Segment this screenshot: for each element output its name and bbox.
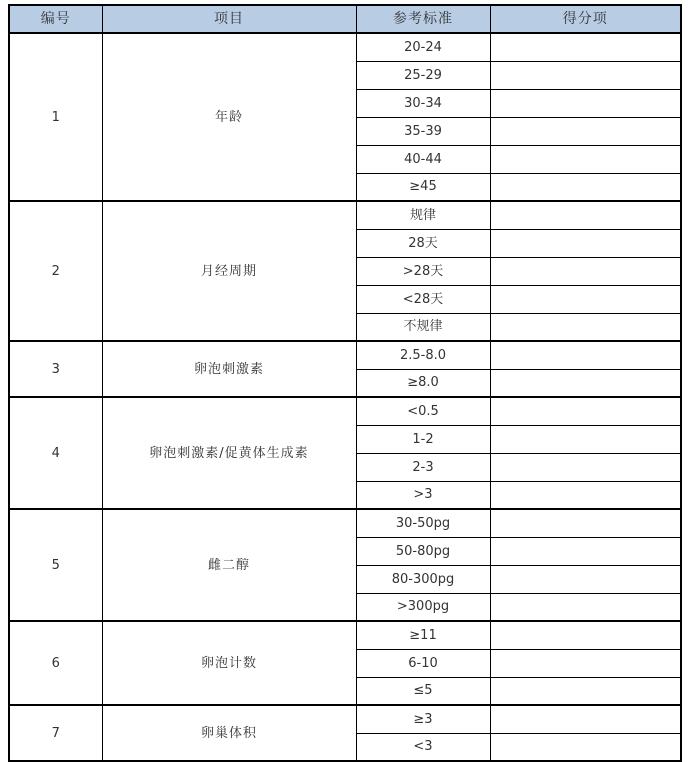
- score-cell: [490, 397, 681, 425]
- item-name-cell: 年龄: [102, 33, 356, 201]
- reference-standard-cell: >28天: [356, 257, 490, 285]
- score-cell: [490, 369, 681, 397]
- score-cell: [490, 229, 681, 257]
- score-cell: [490, 705, 681, 733]
- reference-standard-cell: 不规律: [356, 313, 490, 341]
- item-number-cell: 2: [9, 201, 102, 341]
- item-name-cell: 月经周期: [102, 201, 356, 341]
- reference-standard-cell: ≤5: [356, 677, 490, 705]
- standard-row: [9, 705, 681, 733]
- item-number-cell: 1: [9, 33, 102, 201]
- standard-row: [9, 397, 681, 425]
- score-cell: [490, 593, 681, 621]
- standard-row: [9, 201, 681, 229]
- score-cell: [490, 201, 681, 229]
- item-name-cell: 卵泡刺激素/促黄体生成素: [102, 397, 356, 509]
- reference-standard-cell: <3: [356, 733, 490, 761]
- standard-row: [9, 33, 681, 61]
- score-cell: [490, 61, 681, 89]
- reference-standard-cell: 50-80pg: [356, 537, 490, 565]
- reference-standard-cell: 35-39: [356, 117, 490, 145]
- score-cell: [490, 313, 681, 341]
- reference-standard-cell: 2.5-8.0: [356, 341, 490, 369]
- reference-standard-cell: 1-2: [356, 425, 490, 453]
- reference-standard-cell: 2-3: [356, 453, 490, 481]
- reference-standard-cell: <0.5: [356, 397, 490, 425]
- standard-row: [9, 621, 681, 649]
- reference-standard-cell: >3: [356, 481, 490, 509]
- score-cell: [490, 621, 681, 649]
- score-cell: [490, 649, 681, 677]
- score-cell: [490, 341, 681, 369]
- header-number: 编号: [9, 5, 102, 33]
- standard-row: [9, 341, 681, 369]
- item-number-cell: 5: [9, 509, 102, 621]
- reference-standard-cell: ≥45: [356, 173, 490, 201]
- standard-row: [9, 509, 681, 537]
- score-cell: [490, 453, 681, 481]
- item-name-cell: 卵泡计数: [102, 621, 356, 705]
- reference-standard-cell: 20-24: [356, 33, 490, 61]
- header-row: [9, 5, 681, 33]
- reference-standard-cell: 30-50pg: [356, 509, 490, 537]
- score-cell: [490, 257, 681, 285]
- score-cell: [490, 677, 681, 705]
- item-number-cell: 4: [9, 397, 102, 509]
- score-cell: [490, 537, 681, 565]
- score-cell: [490, 733, 681, 761]
- reference-standard-cell: 30-34: [356, 89, 490, 117]
- table-body: [9, 33, 681, 761]
- header-reference-standard: 参考标准: [356, 5, 490, 33]
- score-cell: [490, 145, 681, 173]
- score-cell: [490, 565, 681, 593]
- reference-standard-cell: <28天: [356, 285, 490, 313]
- header-item: 项目: [102, 5, 356, 33]
- reference-standard-cell: ≥11: [356, 621, 490, 649]
- reference-standard-cell: >300pg: [356, 593, 490, 621]
- scoring-table: [8, 4, 682, 762]
- item-name-cell: 卵泡刺激素: [102, 341, 356, 397]
- item-number-cell: 6: [9, 621, 102, 705]
- item-number-cell: 3: [9, 341, 102, 397]
- reference-standard-cell: ≥3: [356, 705, 490, 733]
- item-number-cell: 7: [9, 705, 102, 761]
- score-cell: [490, 89, 681, 117]
- reference-standard-cell: 25-29: [356, 61, 490, 89]
- reference-standard-cell: 40-44: [356, 145, 490, 173]
- score-cell: [490, 173, 681, 201]
- item-name-cell: 雌二醇: [102, 509, 356, 621]
- reference-standard-cell: 80-300pg: [356, 565, 490, 593]
- score-cell: [490, 425, 681, 453]
- score-cell: [490, 509, 681, 537]
- item-name-cell: 卵巢体积: [102, 705, 356, 761]
- reference-standard-cell: 规律: [356, 201, 490, 229]
- header-score: 得分项: [490, 5, 681, 33]
- reference-standard-cell: 28天: [356, 229, 490, 257]
- score-cell: [490, 33, 681, 61]
- score-cell: [490, 285, 681, 313]
- score-cell: [490, 117, 681, 145]
- score-cell: [490, 481, 681, 509]
- reference-standard-cell: ≥8.0: [356, 369, 490, 397]
- reference-standard-cell: 6-10: [356, 649, 490, 677]
